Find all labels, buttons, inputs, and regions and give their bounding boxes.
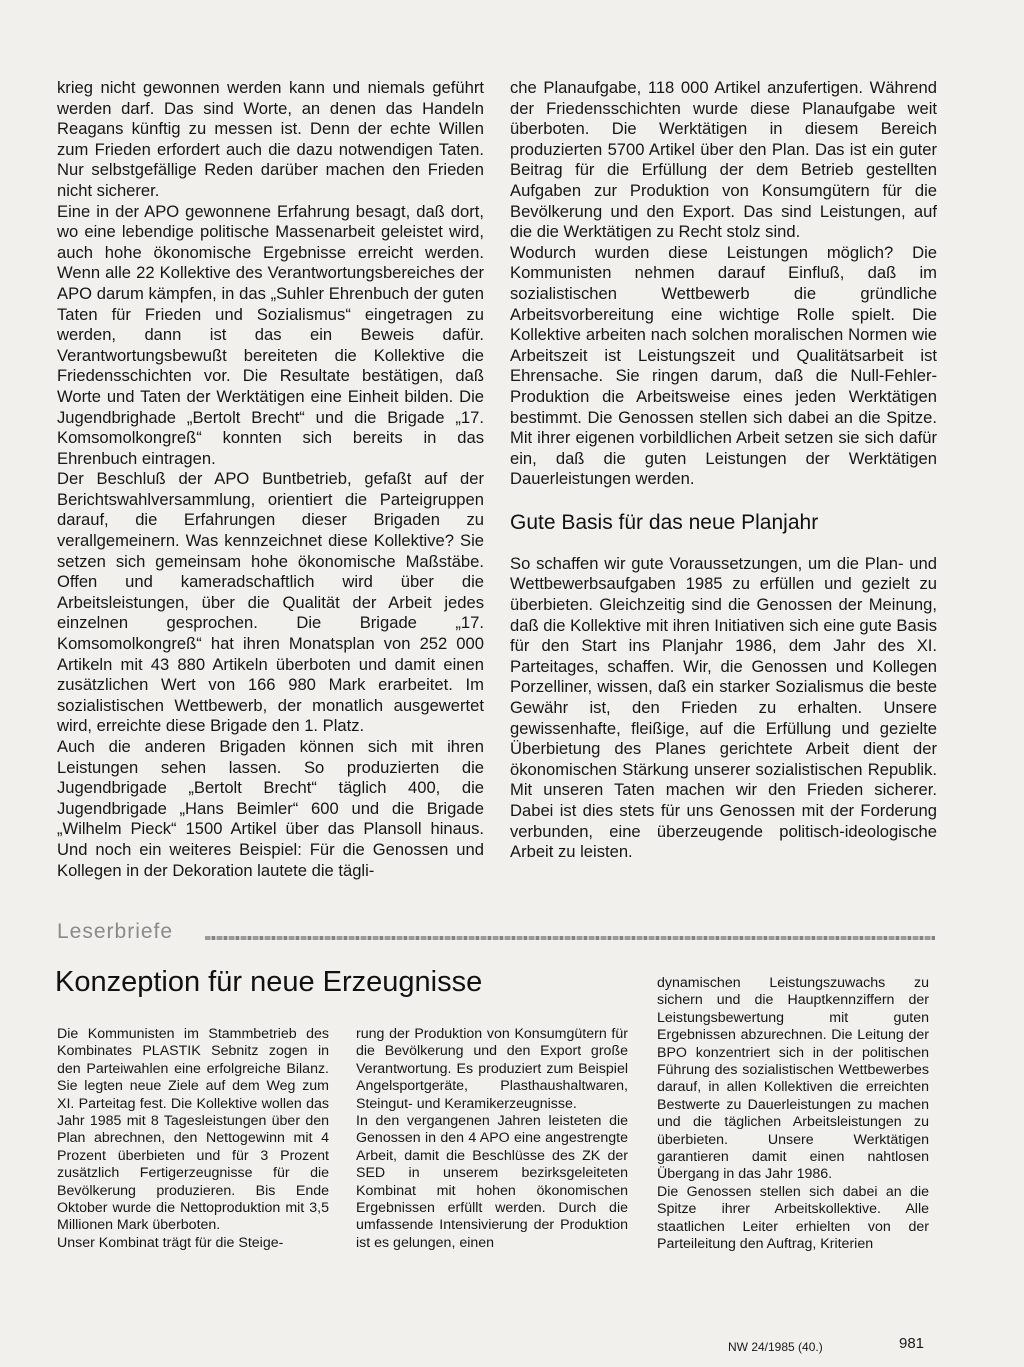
- paragraph: Der Beschluß der APO Buntbetrieb, gefaßt auf der Berichtswahlversammlung, orientiert die Parteigruppen darauf, die Erfahrungen dieser Brigaden zu verallgemeinern. Was kennzeichnet diese Kollektive? Sie setzen sich gemeinsam hohe ökonomische Maßstäbe. Offen und kameradschaftlich wird über die Arbeitsleistungen, über die Qualität der Arbeit jedes einzelnen gesprochen. Die Brigade „17. Komsomolkongreß“ hat ihren Monatsplan von 252 000 Artikeln mit 43 880 Artikeln überboten und damit einen zusätzlichen Wert von 166 980 Mark erarbeitet. Im sozialistischen Wettbewerb, der monatlich ausgewertet wird, erreichte diese Brigade den 1. Platz.: [57, 469, 484, 736]
- paragraph: Eine in der APO gewonnene Erfahrung besagt, daß dort, wo eine lebendige politische Massenarbeit geleistet wird, auch hohe ökonomische Ergebnisse erreicht werden. Wenn alle 22 Kollektive des Verantwortungsbereiches der APO darum kämpfen, in das „Suhler Ehrenbuch der guten Taten für Frieden und Sozialismus“ eingetragen zu werden, dann ist das ein Beweis dafür. Verantwortungsbewußt bereiteten die Kollektive die Friedensschichten vor. Die Resultate bestätigen, daß Worte und Taten der Werktätigen eine Einheit bilden. Die Jugendbrighade „Bertolt Brecht“ und die Brigade „17. Komsomolkongreß“ konnten sich bereits in das Ehrenbuch eintragen.: [57, 201, 484, 468]
- paragraph: Wodurch wurden diese Leistungen möglich? Die Kommunisten nehmen darauf Einfluß, daß im sozialistischen Wettbewerb die gründliche Arbeitsvorbereitung eine wichtige Rolle spielt. Die Kollektive arbeiten nach solchen moralischen Normen wie Arbeitszeit ist Leistungszeit und Qualitätsarbeit ist Ehrensache. Sie ringen darum, daß die Null-Fehler-Produktion die Arbeitsweise eines jeden Werktätigen bestimmt. Die Genossen stellen sich dabei an die Spitze. Mit ihrer eigenen vorbildlichen Arbeit setzen sie sich dafür ein, daß die guten Leistungen der Werktätigen Dauerleistungen werden.: [510, 242, 937, 489]
- paragraph: In den vergangenen Jahren leisteten die Genossen in den 4 APO eine angestrengte Arbeit, damit die Beschlüsse des ZK der SED in unserem bezirksgeleiteten Kombinat mit hohen ökonomischen Ergebnissen erfüllt werden. Durch die umfassende Intensivierung der Produktion ist es gelungen, einen: [356, 1113, 628, 1251]
- section-subheading: Gute Basis für das neue Planjahr: [510, 510, 819, 534]
- paragraph: dynamischen Leistungszuwachs zu sichern und die Hauptkennziffern der Leistungsbewertung mit guten Ergebnissen abzurechnen. Die Leitung der BPO konzentriert sich in der politischen Führung des sozialistischen Wettbewerbes darauf, in allen Kollektiven die erreichten Bestwerte zu Dauerleistungen zu machen und die täglichen Arbeitsleistungen zu überbieten. Unsere Werktätigen garantieren damit einen nahtlosen Übergang in das Jahr 1986.: [657, 975, 929, 1183]
- paragraph: krieg nicht gewonnen werden kann und niemals geführt werden darf. Das sind Worte, an denen das Handeln Reagans künftig zu messen ist. Denn der echte Willen zum Frieden erfordert auch die dazu notwendigen Taten. Nur selbstgefällige Reden darüber machen den Frieden nicht sicherer.: [57, 78, 484, 200]
- article-column-left: [57, 78, 484, 881]
- letter-column-2: [356, 1026, 628, 1252]
- article-column-right: [510, 78, 937, 863]
- section-label-leserbriefe: Leserbriefe: [57, 920, 174, 943]
- paragraph: rung der Produktion von Konsumgütern für die Bevölkerung und den Export große Verantwortung. Es produziert zum Beispiel Angelsportgeräte, Plasthaushaltwaren, Steingut- und Keramikerzeugnisse.: [356, 1026, 628, 1112]
- paragraph: Die Kommunisten im Stammbetrieb des Kombinates PLASTIK Sebnitz zogen in den Parteiwahlen eine erfolgreiche Bilanz. Sie legten neue Ziele auf dem Weg zum XI. Parteitag fest. Die Kollektive wollen das Jahr 1985 mit 8 Tagesleistungen über den Plan abrechnen, den Nettogewinn mit 4 Prozent überbieten und für 3 Prozent zusätzlich Fertigerzeugnisse für die Bevölkerung produzieren. Bis Ende Oktober wurde die Nettoproduktion mit 3,5 Millionen Mark überboten.: [57, 1026, 329, 1234]
- paragraph: So schaffen wir gute Voraussetzungen, um die Plan- und Wettbewerbsaufgaben 1985 zu erfüllen und gezielt zu überbieten. Gleichzeitig sind die Genossen der Meinung, daß die Kollektive mit ihren Initiativen sich eine gute Basis für den Start ins Planjahr 1986, dem Jahr des XI. Parteitages, schaffen. Wir, die Genossen und Kollegen Porzelliner, wissen, daß ein starker Sozialismus die beste Gewähr ist, den Frieden zu erhalten. Unsere gewissenhafte, fleißige, auf die Erfüllung und gezielte Überbietung des Planes gerichtete Arbeit dient der ökonomischen Stärkung unserer sozialistischen Republik. Mit unseren Taten machen wir den Frieden sicherer. Dabei ist dies stets für uns Genossen mit der Forderung verbunden, eine überzeugende politisch-ideologische Arbeit zu leisten.: [510, 553, 937, 862]
- page-number: 981: [899, 1335, 925, 1352]
- paragraph: Unser Kombinat trägt für die Steige-: [57, 1234, 284, 1251]
- article-headline: Konzeption für neue Erzeugnisse: [55, 966, 483, 998]
- issue-reference: NW 24/1985 (40.): [728, 1340, 823, 1354]
- letter-column-3: [657, 975, 929, 1254]
- section-divider: [205, 936, 935, 940]
- paragraph: Die Genossen stellen sich dabei an die Spitze ihrer Arbeitskollektive. Alle staatlichen Leiter erhielten von der Parteileitung den Auftrag, Kriterien: [657, 1183, 929, 1253]
- paragraph: che Planaufgabe, 118 000 Artikel anzufertigen. Während der Friedensschichten wurde diese Planaufgabe weit überboten. Die Werktätigen in diesem Bereich produzierten 5700 Artikel über den Plan. Das ist ein guter Beitrag für die Erfüllung der dem Betrieb gestellten Aufgaben zur Produktion von Konsumgütern für die Bevölkerung und den Export. Das sind Leistungen, auf die die Werktätigen zu Recht stolz sind.: [510, 78, 937, 242]
- letter-column-1: [57, 1026, 329, 1252]
- paragraph: Auch die anderen Brigaden können sich mit ihren Leistungen sehen lassen. So produzierten die Jugendbrigade „Bertolt Brecht“ täglich 400, die Jugendbrigade „Hans Beimler“ 600 und die Brigade „Wilhelm Pieck“ 1500 Artikel über das Plansoll hinaus. Und noch ein weiteres Beispiel: Für die Genossen und Kollegen in der Dekoration lautete die tägli-: [57, 737, 484, 880]
